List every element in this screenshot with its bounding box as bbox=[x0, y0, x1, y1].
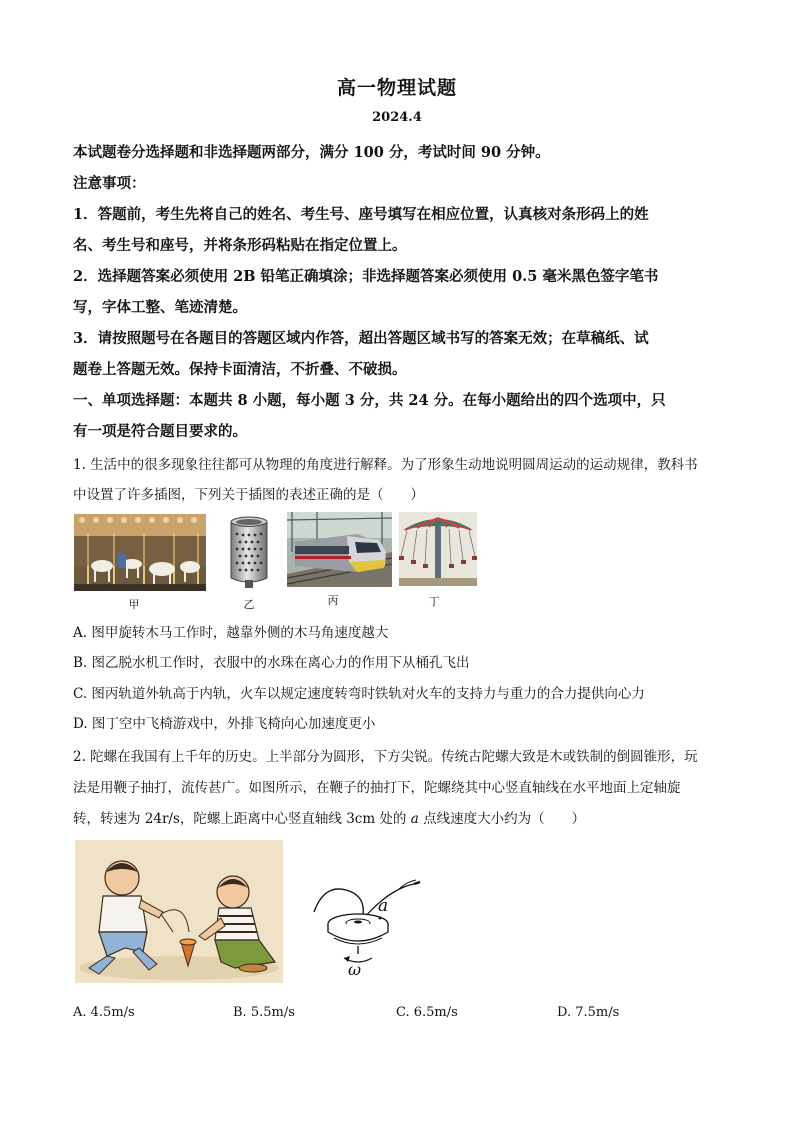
omega-label: ω bbox=[348, 960, 362, 979]
question-2-text: 2. 陀螺在我国有上千年的历史。上半部分为圆形，下方尖锐。传统古陀螺大致是木或铁制的倒圆锥形，玩 bbox=[73, 749, 698, 765]
page-title: 高一物理试题 bbox=[336, 77, 457, 99]
q2-answer-c: C. 6.5m/s bbox=[396, 1005, 458, 1020]
spin-drum-drawing bbox=[228, 514, 270, 590]
note-line: 1．答题前，考生先将自己的姓名、考生号、座号填写在相应位置，认真核对条形码上的姓 bbox=[73, 206, 649, 223]
kids-spinning-top-illustration bbox=[75, 840, 283, 983]
carousel-photo bbox=[74, 514, 206, 591]
notes-title: 注意事项： bbox=[73, 175, 146, 192]
spinning-top-diagram bbox=[306, 874, 422, 984]
note-line: 题卷上答题无效。保持卡面清洁，不折叠、不破损。 bbox=[73, 361, 407, 378]
figure-caption-ding: 丁 bbox=[428, 595, 440, 608]
point-a-label: a bbox=[378, 896, 389, 916]
figure-caption-jia: 甲 bbox=[128, 598, 140, 611]
q1-option-d: D. 图丁空中飞椅游戏中，外排飞椅向心加速度更小 bbox=[73, 716, 376, 732]
q2-answer-d: D. 7.5m/s bbox=[557, 1005, 620, 1020]
note-line: 3．请按照题号在各题目的答题区域内作答，超出答题区域书写的答案无效；在草稿纸、试 bbox=[73, 330, 649, 347]
q1-option-c: C. 图丙轨道外轨高于内轨，火车以规定速度转弯时铁轨对火车的支持力与重力的合力提供向心力 bbox=[73, 686, 645, 702]
section-heading: 有一项是符合题目要求的。 bbox=[73, 423, 247, 440]
question-2-text: 法是用鞭子抽打，流传甚广。如图所示，在鞭子的抽打下，陀螺绕其中心竖直轴线在水平地面上定轴旋 bbox=[73, 780, 681, 796]
figure-caption-bing: 丙 bbox=[327, 594, 339, 607]
exam-date: 2024.4 bbox=[372, 110, 422, 125]
note-line: 2．选择题答案必须使用 2B 铅笔正确填涂；非选择题答案必须使用 0.5 毫米黑色签字笔书 bbox=[73, 268, 659, 285]
question-1-text: 1. 生活中的很多现象往往都可从物理的角度进行解释。为了形象生动地说明圆周运动的运动规律，教科书 bbox=[73, 457, 698, 473]
section-heading: 一、单项选择题：本题共 8 小题，每小题 3 分，共 24 分。在每小题给出的四个选项中，只 bbox=[73, 392, 666, 409]
q2-answer-b: B. 5.5m/s bbox=[233, 1005, 295, 1020]
question-2-text: 转，转速为 24r/s，陀螺上距离中心竖直轴线 3cm 处的 a 点线速度大小约为（ ） bbox=[73, 811, 586, 827]
q2-answer-a: A. 4.5m/s bbox=[73, 1005, 135, 1020]
train-photo bbox=[287, 512, 392, 587]
question-1-text: 中设置了许多插图，下列关于插图的表述正确的是（ ） bbox=[73, 487, 424, 503]
note-line: 写，字体工整、笔迹清楚。 bbox=[73, 299, 247, 316]
q1-option-b: B. 图乙脱水机工作时，衣服中的水珠在离心力的作用下从桶孔飞出 bbox=[73, 655, 470, 671]
swing-ride-photo bbox=[399, 512, 477, 586]
note-line: 名、考生号和座号，并将条形码粘贴在指定位置上。 bbox=[73, 237, 407, 254]
q1-option-a: A. 图甲旋转木马工作时，越靠外侧的木马角速度越大 bbox=[73, 625, 389, 641]
variable-a: a bbox=[410, 811, 419, 827]
figure-caption-yi: 乙 bbox=[243, 598, 255, 611]
intro-text: 本试题卷分选择题和非选择题两部分，满分 100 分，考试时间 90 分钟。 bbox=[73, 144, 550, 161]
